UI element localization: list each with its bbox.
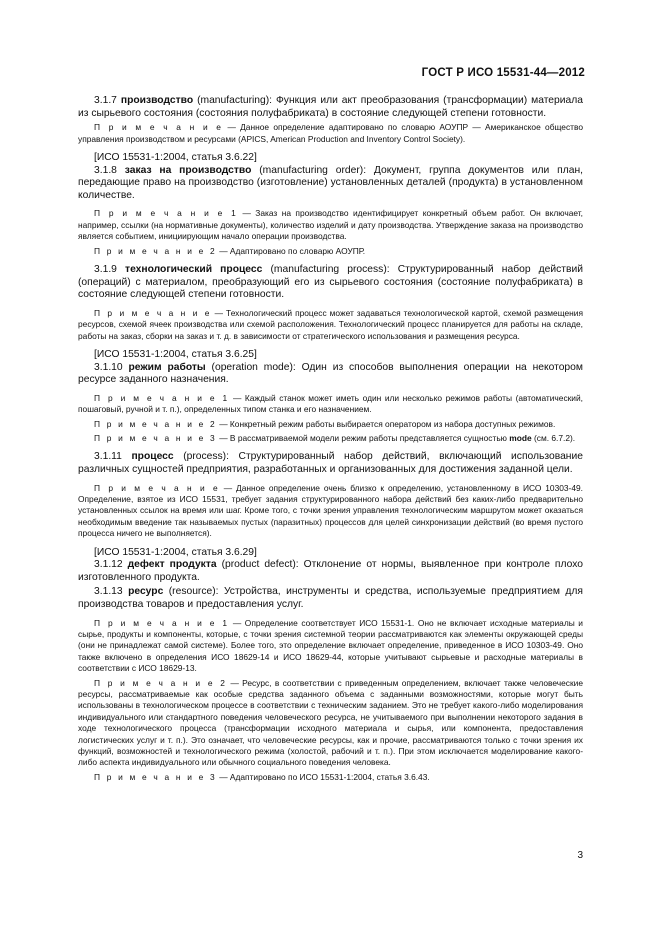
source-reference: [ИСО 15531-1:2004, статья 3.6.22] xyxy=(94,152,257,163)
term-number: 3.1.7 xyxy=(94,95,117,106)
note-text: — Технологический процесс может задаваться технологической картой, схемой размещения ресурсов, схемой ячеек производства или схемой расположения. Технологический процесс планируется для работы на складе, работы на заказ, сборки на заказ и т. д. в зависимости от стратегического использования и размещения ресурса. xyxy=(78,307,584,341)
note-3-1-10-2 xyxy=(78,419,583,430)
term-entry-3-1-12 xyxy=(78,559,583,584)
term-definition: (product defect): Отклонение от нормы, выявленное при контроле плохо изготовленного продукта. xyxy=(78,559,583,583)
note-text: — Определение соответствует ИСО 15531-1. Оно не включает исходные материалы и сырье, продукты и компоненты, которые, с точки зрения системной теории рассматриваются как элементы окружающей среды (они не принадлежат самой системе). Более того, это определение включает определение, приведенное в ИСО 10303-49. Оно также включено в определения ИСО 18629-14 и ИСО 18629-44, которые учитывают сырьевые и расходные материалы в соответствии с ИСО 18629-13. xyxy=(78,617,583,674)
note-tail: (см. 6.7.2). xyxy=(531,433,576,443)
note-label: П р и м е ч а н и е 1 xyxy=(94,208,239,219)
document-header: ГОСТ Р ИСО 15531-44—2012 xyxy=(421,67,585,79)
term-definition: (process): Структурированный набор действий, включающий использование различных сущностей предприятия, разработанных и организованных для достижения заданной цели. xyxy=(78,451,583,475)
page-number: 3 xyxy=(577,850,583,861)
term-entry-3-1-8 xyxy=(78,165,583,203)
term-entry-3-1-7 xyxy=(78,95,583,120)
term-number: 3.1.11 xyxy=(94,451,122,463)
term-entry-3-1-9 xyxy=(78,264,583,302)
note-label: П р и м е ч а н и е 1 xyxy=(94,392,230,403)
term-entry-3-1-13 xyxy=(78,586,583,611)
note-3-1-13-1 xyxy=(78,618,583,675)
note-text: — Данное определение адаптировано по словарю АОУПР — Американское общество управления производством и ресурсами (APICS, American Production and Inventory Control Society). xyxy=(78,122,583,144)
note-text: — Адаптировано по ИСО 15531-1:2004, статья 3.6.43. xyxy=(216,771,430,782)
note-label: П р и м е ч а н и е 3 xyxy=(94,433,217,443)
entity-code: mode xyxy=(509,433,532,443)
note-text: — Данное определение очень близко к определению, установленному в ИСО 10303-49. Определение, взятое из ИСО 15531, требует задания структурированного набора действий без каких-либо предварительно установленных ссылок на время или шаг. Кроме того, с точки зрения управления технологическим маршрутом может оказаться необходимым введение так называемых пустых (паразитных) процессов для целей синхронизации действий (во время пустого процесса ничего не выполняется). xyxy=(78,482,583,539)
note-label: П р и м е ч а н и е xyxy=(94,122,224,133)
note-text: — Каждый станок может иметь один или несколько режимов работы (автоматический, пошаговый, ручной и т. п.), определенных типом станка и его назначением. xyxy=(78,392,583,415)
note-3-1-13-2 xyxy=(78,678,583,769)
term-name: процесс xyxy=(131,451,174,463)
note-label: П р и м е ч а н и е xyxy=(94,307,212,318)
note-3-1-8-2 xyxy=(78,246,583,257)
term-name: заказ на производство xyxy=(124,164,252,176)
source-reference: [ИСО 15531-1:2004, статья 3.6.25] xyxy=(94,349,257,360)
note-text: — Адаптировано по словарю АОУПР. xyxy=(216,245,366,256)
term-name: ресурс xyxy=(128,586,164,598)
term-entry-3-1-10 xyxy=(78,362,583,387)
term-definition: (manufacturing order): Документ, группа документов или план, передающие право на производство (изготовление) установленных деталей (продукта) в установленном количестве. xyxy=(78,164,583,201)
note-label: П р и м е ч а н и е xyxy=(94,482,220,493)
term-entry-3-1-11 xyxy=(78,451,583,476)
term-number: 3.1.8 xyxy=(94,164,117,176)
note-3-1-11 xyxy=(78,483,583,540)
source-reference: [ИСО 15531-1:2004, статья 3.6.29] xyxy=(94,546,257,558)
note-label: П р и м е ч а н и е 2 xyxy=(94,418,217,429)
note-text: — В рассматриваемой модели режим работы представляется сущностью xyxy=(216,433,510,443)
term-definition: (operation mode): Один из способов выполнения операции на некотором ресурсе заданного назначения. xyxy=(78,361,583,386)
note-label: П р и м е ч а н и е 2 xyxy=(94,245,217,256)
note-3-1-8-1 xyxy=(78,208,583,242)
term-number: 3.1.10 xyxy=(94,361,123,373)
note-3-1-10-1 xyxy=(78,393,583,416)
note-3-1-13-3 xyxy=(78,772,583,783)
document-body xyxy=(78,95,583,786)
term-name: режим работы xyxy=(128,361,206,373)
term-definition: (resource): Устройства, инструменты и средства, используемые предприятием для производства товаров и предоставления услуг. xyxy=(78,586,583,610)
note-text: — Конкретный режим работы выбирается оператором из набора доступных режимов. xyxy=(216,418,556,429)
note-text: — Заказ на производство идентифицирует конкретный объем работ. Он включает, например, ссылки (на нормативные документы), количество изделий и дату производства. Утверждение заказа на производство является событием, инициирующим начало операции производства. xyxy=(78,208,583,242)
term-name: дефект продукта xyxy=(127,559,217,571)
note-3-1-10-3 xyxy=(78,433,583,444)
note-label: П р и м е ч а н и е 3 xyxy=(94,771,217,782)
term-name: производство xyxy=(120,95,194,106)
term-definition: (manufacturing process): Структурированный набор действий (операций) с материалом, преобразующий его из сырьевого состояния (состояние полуфабриката) в состояние следующей степени готовности. xyxy=(78,264,583,301)
note-3-1-7 xyxy=(78,122,583,145)
note-3-1-9 xyxy=(78,308,583,342)
note-label: П р и м е ч а н и е 2 xyxy=(94,677,228,688)
term-number: 3.1.13 xyxy=(94,586,123,598)
term-definition: (manufacturing): Функция или акт преобразования (трансформации) материала из сырьевого состояния (состояния полуфабриката) в состояние следующей степени готовности. xyxy=(78,95,583,119)
term-name: технологический процесс xyxy=(125,264,263,275)
note-text: — Ресурс, в соответствии с приведенным определением, включает также человеческие ресурсы, рассматриваемые как особые средства заданного объема с заданными возможностями, которые могут быть использованы в технологическом процессе в соответствии с техническим заданием. Это не требует какого-либо моделирования индивидуального или стандартного поведения человеческого ресурса, не учитываемого при выполнении некоторого задания в ходе технологического процесса (трансформации исходного материала и сырья, или компонента, предоставления логистических услуг и т. п.). Это означает, что человеческие ресурсы, как и прочие, рассматриваются только с точки зрения их функций, возможностей и технологического режима (холостой, рабочий и т. п.). При этом исключается моделирование какого-либо аспекта индивидуального или обычного социального поведения человека. xyxy=(78,677,583,768)
term-number: 3.1.12 xyxy=(94,559,123,571)
term-number: 3.1.9 xyxy=(94,264,117,275)
note-label: П р и м е ч а н и е 1 xyxy=(94,617,230,628)
